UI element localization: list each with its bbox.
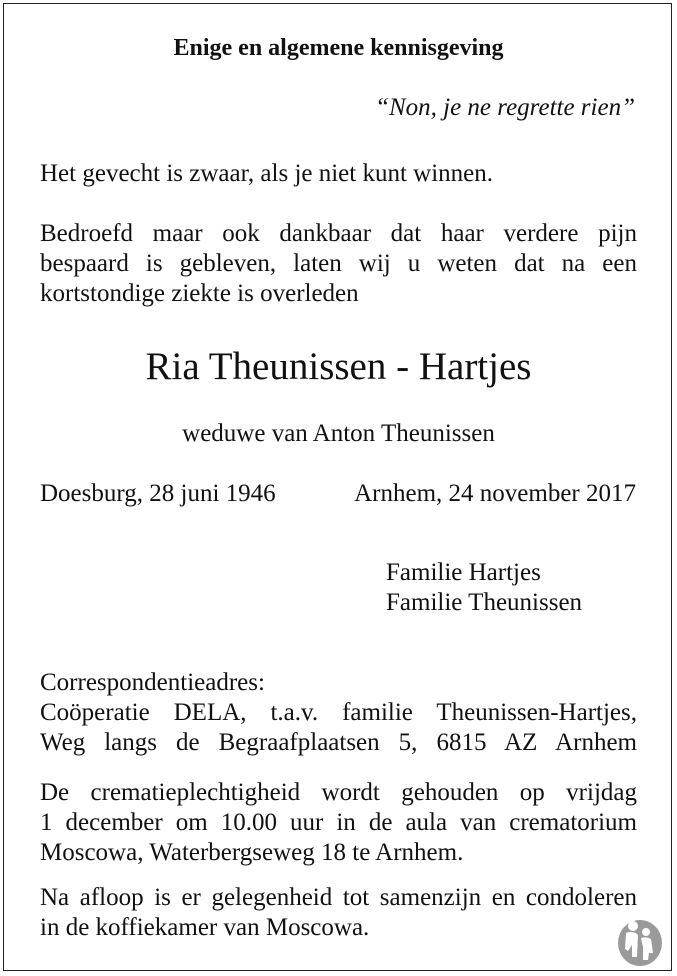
announcement-line: kortstondige ziekte is overleden [40, 280, 359, 307]
death-date: Arnhem, 24 november 2017 [354, 480, 636, 507]
correspondence-block [40, 668, 637, 758]
afterwards-line: Na afloop is er gelegenheid tot samenzijn en condoleren [40, 884, 637, 911]
correspondence-line: Correspondentieadres: [40, 669, 265, 696]
afterwards-line: in de koffiekamer van Moscowa. [40, 914, 370, 941]
family-name: Familie Theunissen [386, 589, 583, 616]
correspondence-line: Weg langs de Begraafplaatsen 5, 6815 AZ Arnhem [40, 729, 637, 756]
ceremony-paragraph [40, 778, 637, 868]
ceremony-line: 1 december om 10.00 uur in de aula van crematorium [40, 809, 637, 836]
widow-of-line: weduwe van Anton Theunissen [182, 420, 495, 447]
announcement-line: Bedroefd maar ook dankbaar dat haar verdere pijn [40, 220, 637, 247]
notice-heading: Enige en algemene kennisgeving [173, 35, 504, 61]
opening-line: Het gevecht is zwaar, als je niet kunt winnen. [40, 160, 494, 187]
quote-text: “Non, je ne regrette rien” [375, 94, 635, 121]
afterwards-paragraph [40, 883, 637, 943]
memorial-figures-logo-icon [616, 913, 664, 967]
family-name: Familie Hartjes [386, 559, 541, 586]
deceased-name: Ria Theunissen - Hartjes [145, 345, 532, 388]
ceremony-line: De crematieplechtigheid wordt gehouden op vrijdag [40, 779, 637, 806]
announcement-line: bespaard is gebleven, laten wij u weten dat na een [40, 250, 637, 277]
announcement-paragraph [40, 219, 637, 309]
correspondence-line: Coöperatie DELA, t.a.v. familie Theunissen-Hartjes, [40, 699, 637, 726]
birth-date: Doesburg, 28 juni 1946 [40, 480, 276, 507]
ceremony-line: Moscowa, Waterbergseweg 18 te Arnhem. [40, 839, 464, 866]
